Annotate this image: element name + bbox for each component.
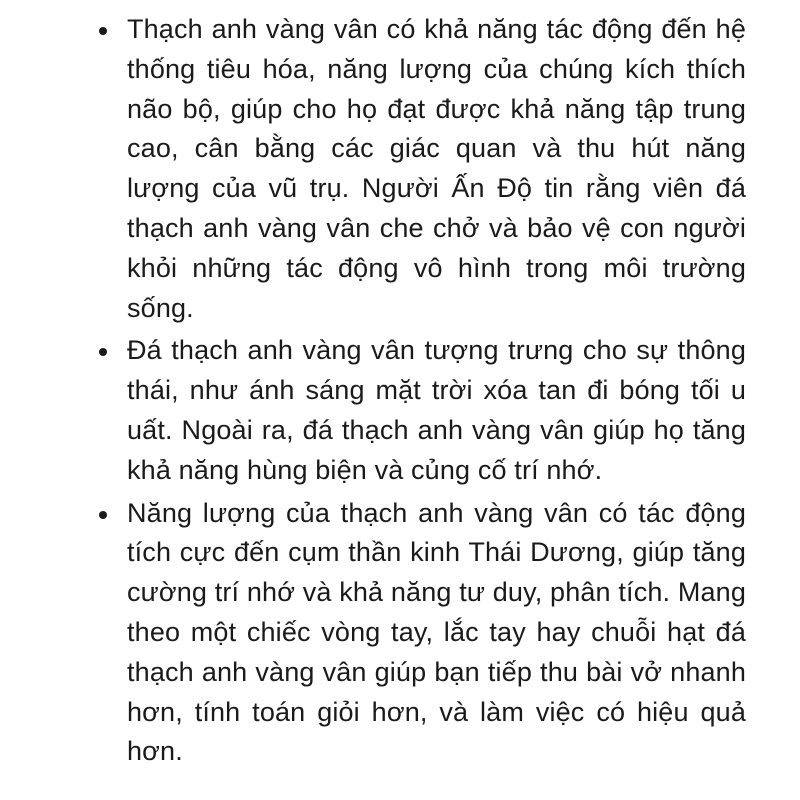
bullet-dot-icon bbox=[99, 27, 107, 35]
bullet-item-wisdom bbox=[0, 331, 800, 490]
bullet-item-digestive-energy bbox=[0, 10, 800, 328]
bullet-item-memory bbox=[0, 494, 800, 773]
document-body bbox=[0, 10, 800, 772]
bullet-dot-icon bbox=[99, 348, 107, 356]
bullet-list bbox=[0, 10, 800, 772]
bullet-text: Thạch anh vàng vân có khả năng tác động đến hệ thống tiêu hóa, năng lượng của chúng kích thích não bộ, giúp cho họ đạt được khả năng tập trung cao, cân bằng các giác quan và thu hút năng lượng của vũ trụ. Người Ấn Độ tin rằng viên đá thạch anh vàng vân che chở và bảo vệ con người khỏi những tác động vô hình trong môi trường sống. bbox=[127, 14, 746, 323]
bullet-dot-icon bbox=[99, 511, 107, 519]
bullet-text: Năng lượng của thạch anh vàng vân có tác động tích cực đến cụm thần kinh Thái Dương, giúp tăng cường trí nhớ và khả năng tư duy, phân tích. Mang theo một chiếc vòng tay, lắc tay hay chuỗi hạt đá thạch anh vàng vân giúp bạn tiếp thu bài vở nhanh hơn, tính toán giỏi hơn, và làm việc có hiệu quả hơn. bbox=[127, 497, 746, 767]
bullet-text: Đá thạch anh vàng vân tượng trưng cho sự thông thái, như ánh sáng mặt trời xóa tan đi bóng tối u uất. Ngoài ra, đá thạch anh vàng vân giúp họ tăng khả năng hùng biện và củng cố trí nhớ. bbox=[127, 335, 746, 485]
